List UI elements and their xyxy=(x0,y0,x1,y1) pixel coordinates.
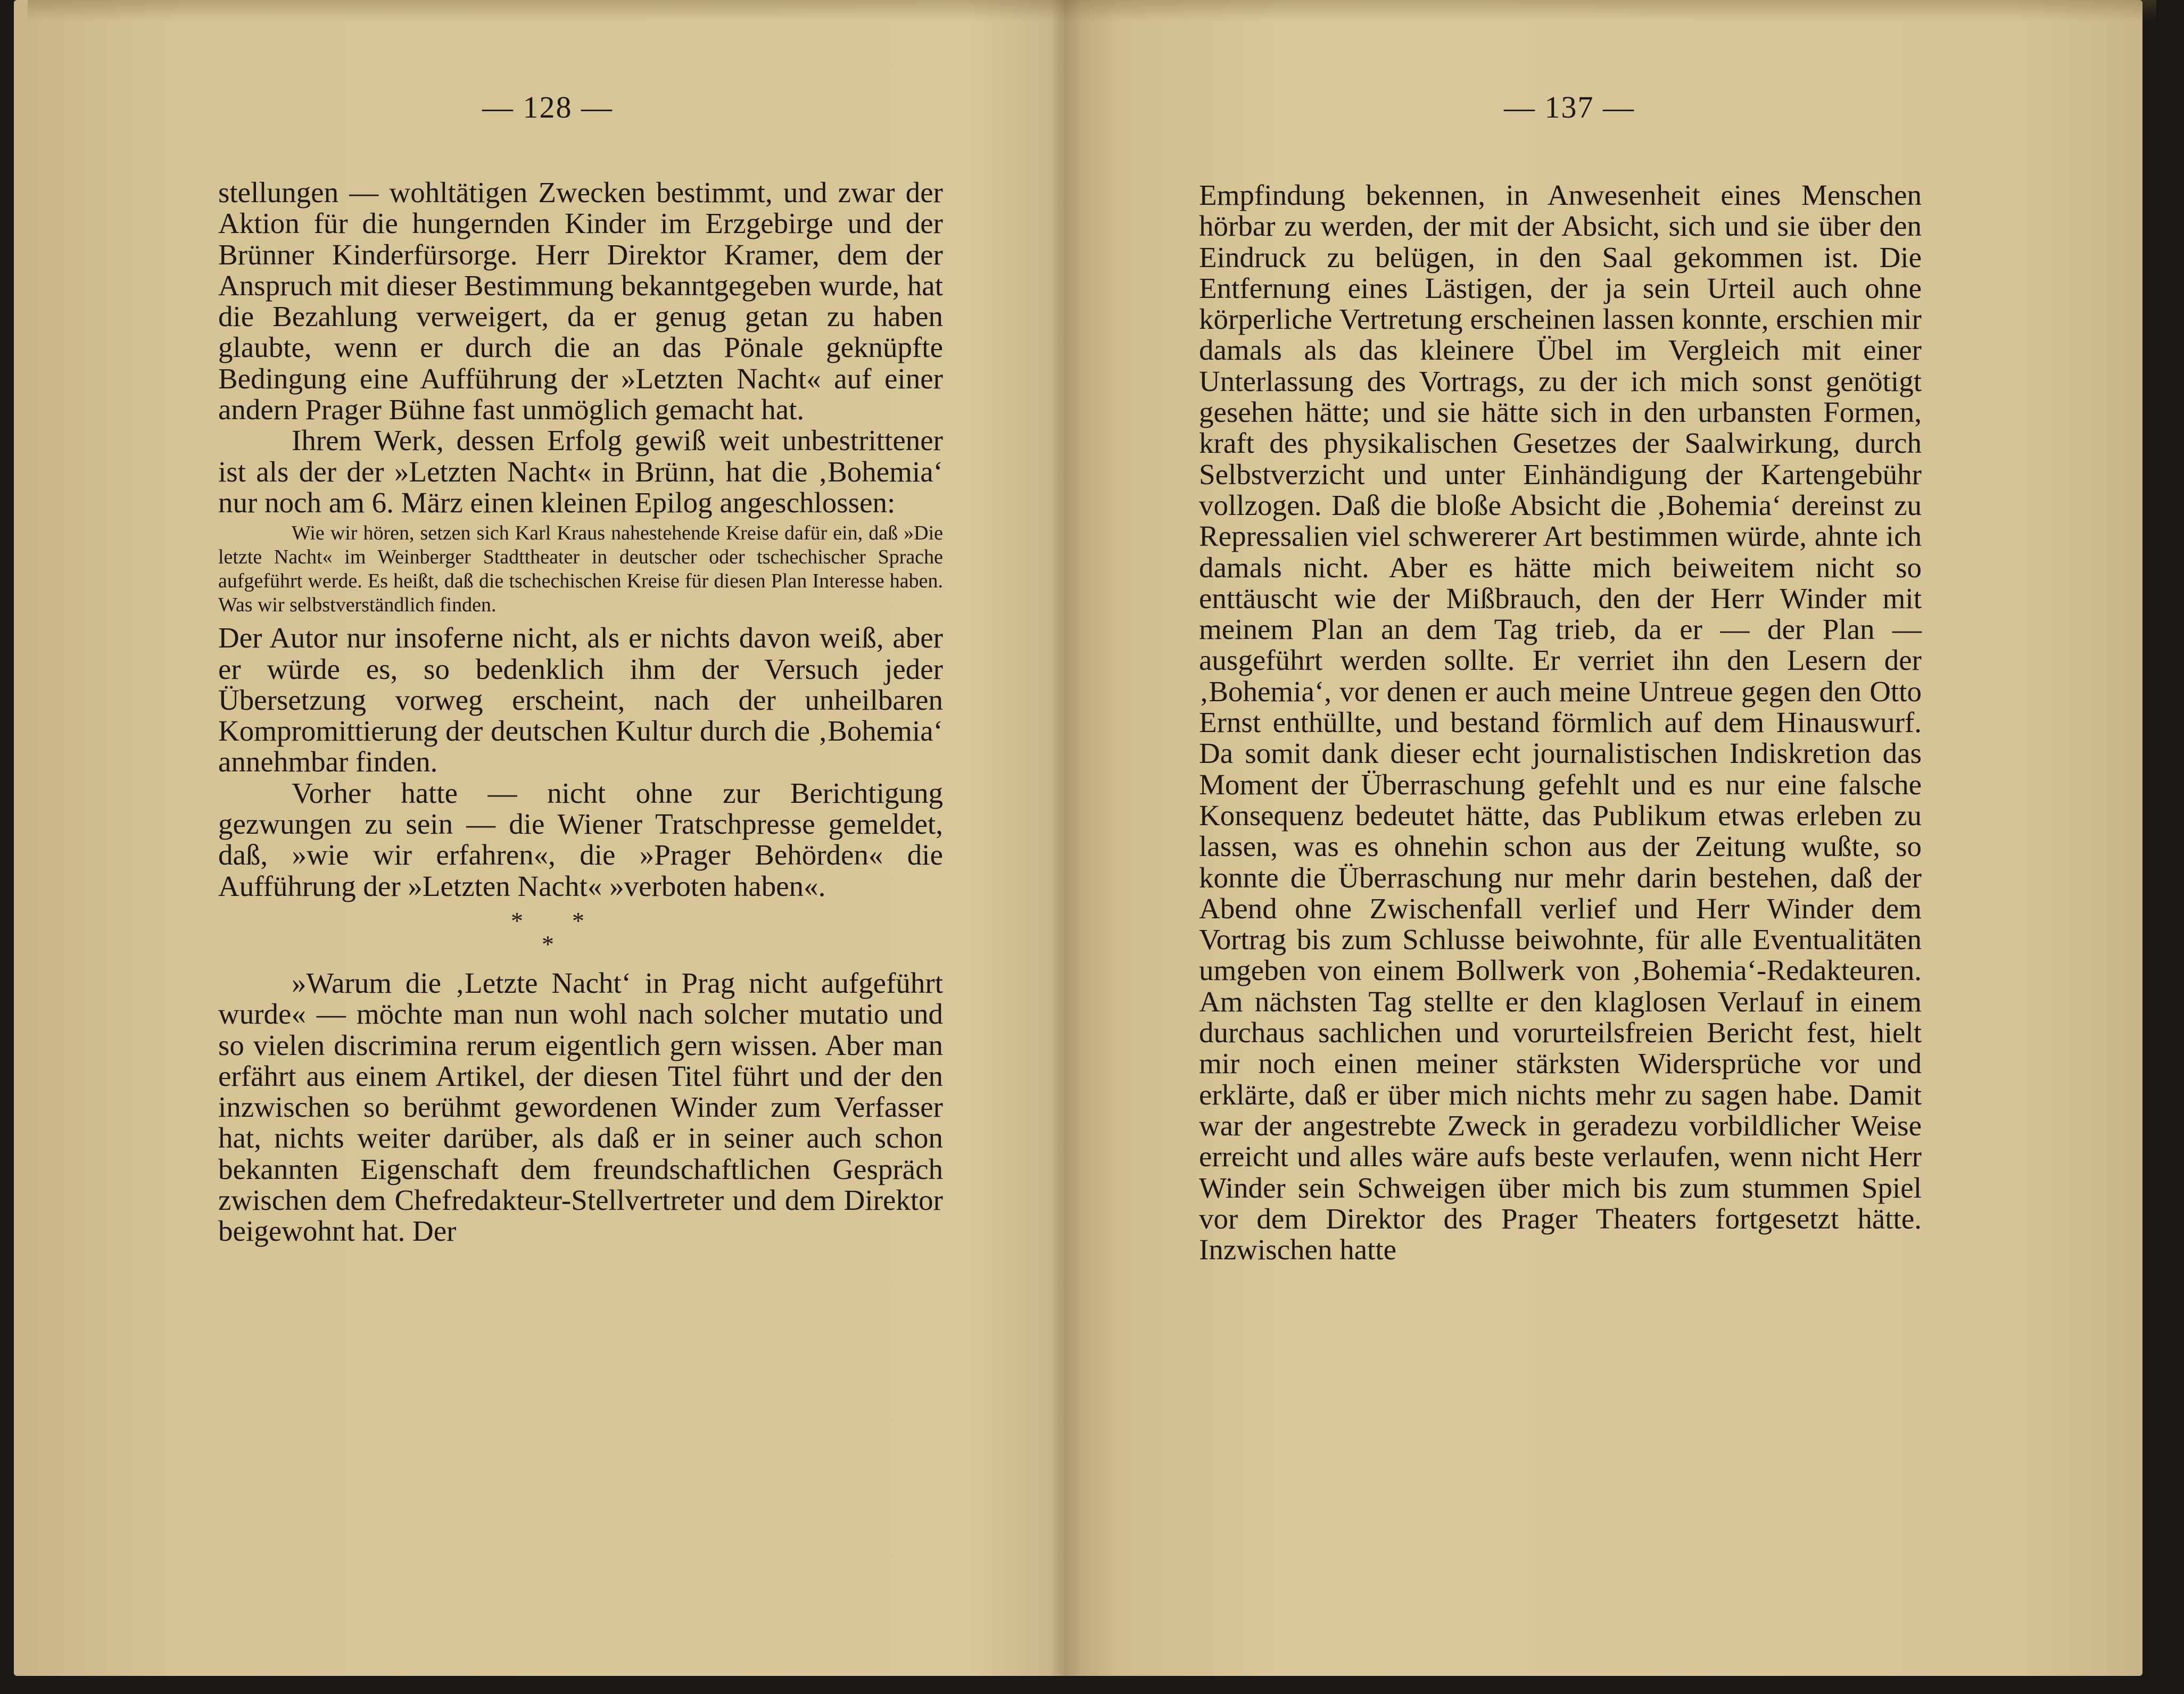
asterisk: * xyxy=(572,907,584,934)
section-separator xyxy=(218,904,943,968)
paragraph: Der Autor nur insoferne nicht, als er nichts davon weiß, aber er würde es, so bedenklich ihm der Versuch jeder Übersetzung vorweg erscheint, nach der unheilbaren Kompromittierung der deutschen Kultur durch die ‚Bohemia‘ annehmbar finden. xyxy=(218,621,943,778)
right-text-column xyxy=(1199,180,1922,1265)
page-number: — 137 — xyxy=(1504,90,1635,124)
paragraph: stellungen — wohltätigen Zwecken bestimmt, und zwar der Aktion für die hungernden Kinder im Erzgebirge und der Brünner Kinderfürsorge. Herr Direktor Kramer, dem der Anspruch mit dieser Bestimmung bekanntgegeben wurde, hat die Bezahlung verweigert, da er genug getan zu haben glaubte, wenn er durch die an das Pönale geknüpfte Bedingung eine Aufführung der »Letzten Nacht« auf einer andern Prager Bühne fast unmöglich gemacht hat. xyxy=(218,176,943,426)
paragraph: Ihrem Werk, dessen Erfolg gewiß weit unbestrittener ist als der der »Letzten Nacht« in Brünn, hat die ‚Bohemia‘ nur noch am 6. März einen kleinen Epilog angeschlossen: xyxy=(218,424,943,519)
paragraph: Empfindung bekennen, in Anwesenheit eines Menschen hörbar zu werden, der mit der Absicht, sich und sie über den Eindruck zu belügen, in den Saal gekommen ist. Die Entfernung eines Lästigen, der ja sein Urteil auch ohne körperliche Vertretung erscheinen lassen konnte, erschien mir damals als das kleinere Übel im Vergleich mit einer Unterlassung des Vortrags, zu der ich mich sonst genötigt gesehen hätte; und sie hätte sich in den urbansten Formen, kraft des physikalischen Gesetzes der Saalwirkung, durch Selbstverzicht und unter Einhändigung der Kartengebühr vollzogen. Daß die bloße Absicht die ‚Bohemia‘ dereinst zu Repressalien viel schwererer Art bestimmen würde, ahnte ich damals nicht. Aber es hätte mich beiweitem nicht so enttäuscht wie der Mißbrauch, den der Herr Winder mit meinem Plan an dem Tag trieb, da er — der Plan — ausgeführt werden sollte. Er verriet ihn den Lesern der ‚Bohemia‘, vor denen er auch meine Untreue gegen den Otto Ernst enthüllte, und bestand förmlich auf dem Hinauswurf. Da somit dank dieser echt journalistischen Indiskretion das Moment der Überraschung gefehlt und es nur eine falsche Konsequenz bedeutet hätte, das Publikum etwas erleben zu lassen, was es ohnehin schon aus der Zeitung wußte, so konnte die Überraschung nur mehr darin bestehen, daß der Abend ohne Zwischenfall verlief und Herr Winder dem Vortrag bis zum Schlusse beiwohnte, für alle Eventualitäten umgeben von einem Bollwerk von ‚Bohemia‘-Redakteuren. Am nächsten Tag stellte er den klaglosen Verlauf in einem durchaus sachlichen und vorurteilsfreien Bericht fest, hielt mir noch einen meiner stärksten Widersprüche vor und erklärte, daß er über mich nichts mehr zu sagen habe. Damit war der angestrebte Zweck in geradezu vorbildlicher Weise erreicht und alles wäre aufs beste verlaufen, wenn nicht Herr Winder sein Schweigen über mich bis zum stummen Spiel vor dem Direktor des Prager Theaters fortgesetzt hätte. Inzwischen hatte xyxy=(1199,179,1922,1266)
page-number: — 128 — xyxy=(482,90,613,124)
asterisk: * xyxy=(511,907,523,934)
book-spread xyxy=(14,0,2142,1676)
paragraph: »Warum die ‚Letzte Nacht‘ in Prag nicht aufgeführt wurde« — möchte man nun wohl nach solcher mutatio und so vielen discrimina rerum eigentlich gern wissen. Aber man erfährt aus einem Artikel, der diesen Titel führt und der den inzwischen so berühmt gewordenen Winder zum Verfasser hat, nichts weiter darüber, als daß er in seiner auch schon bekannten Eigenschaft dem freundschaftlichen Gespräch zwischen dem Chefredakteur-Stellvertreter und dem Direktor beigewohnt hat. Der xyxy=(218,966,943,1248)
left-page xyxy=(14,0,1068,1676)
asterisk: * xyxy=(542,930,554,958)
paragraph: Vorher hatte — nicht ohne zur Berichtigung gezwungen zu sein — die Wiener Tratschpresse gemeldet, daß, »wie wir erfahren«, die »Prager Behörden« die Aufführung der »Letzten Nacht« »verboten haben«. xyxy=(218,776,943,902)
block-quote: Wie wir hören, setzen sich Karl Kraus nahestehende Kreise dafür ein, daß »Die letzte Nacht« im Weinberger Stadttheater in deutscher oder tschechischer Sprache aufgeführt werde. Es heißt, daß die tschechischen Kreise für diesen Plan Interesse haben. Was wir selbstverständlich finden. xyxy=(218,522,943,617)
left-text-column xyxy=(218,177,943,1247)
